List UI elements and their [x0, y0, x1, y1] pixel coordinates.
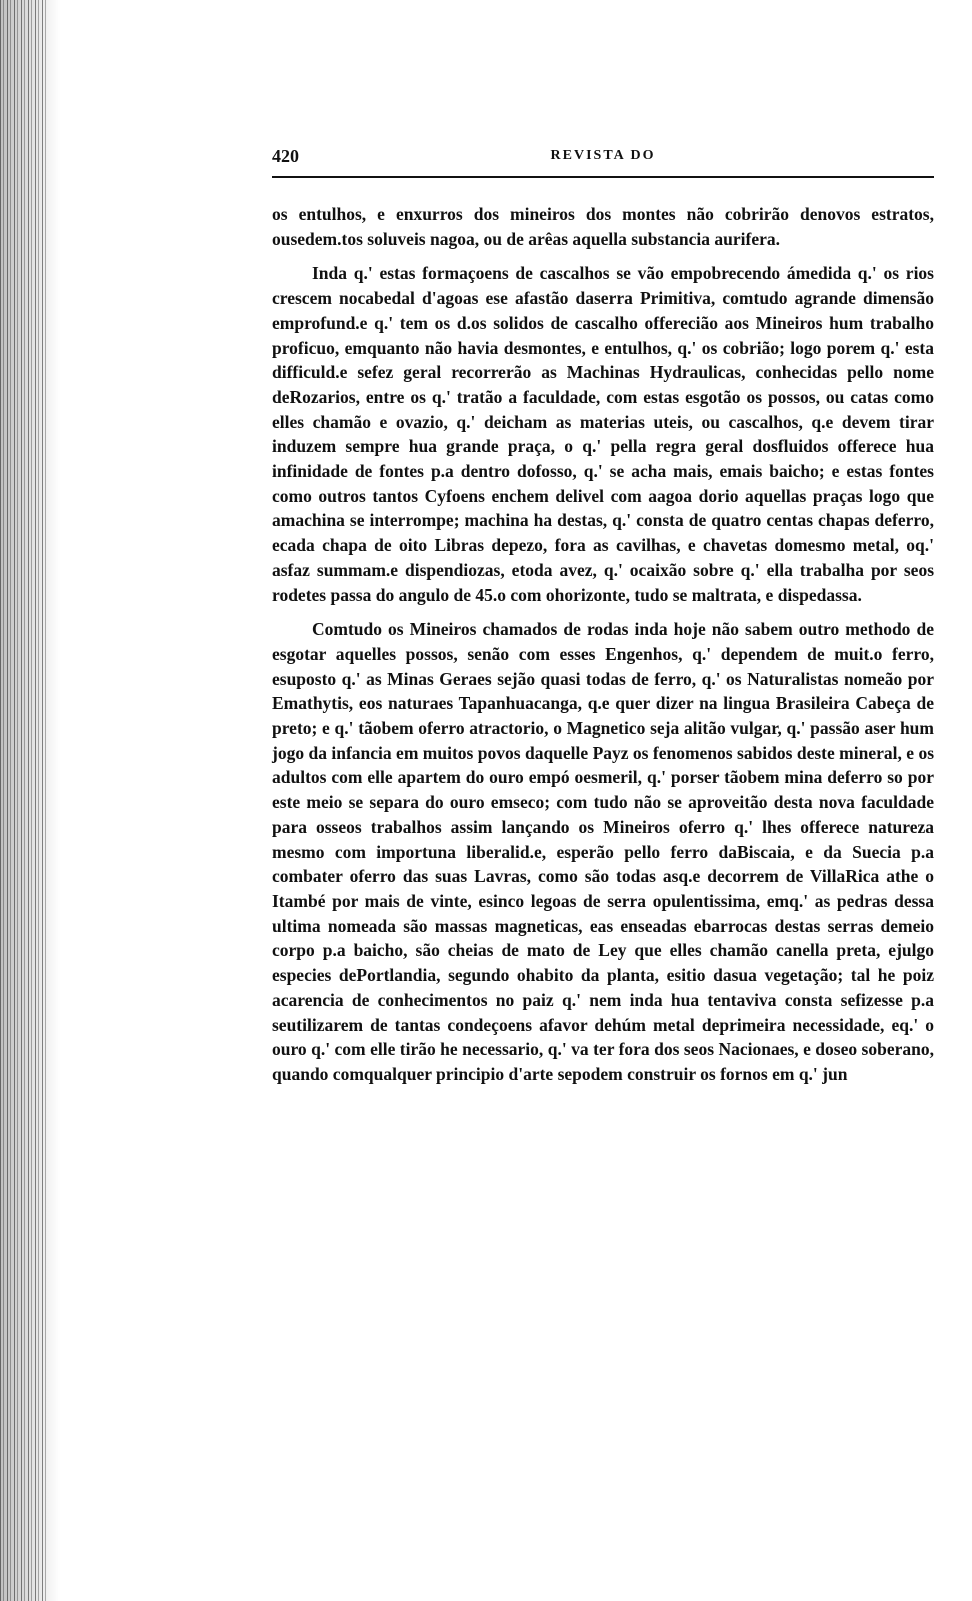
book-page — [272, 140, 934, 1084]
page-header — [272, 140, 934, 168]
body-text — [272, 202, 934, 1097]
paragraph-3: Comtudo os Mineiros chamados de rodas inda hoje não sabem outro methodo de esgotar aquelles possos, senão com esses Engenhos, q.' dependem de muit.o ferro, esuposto q.' as Minas Geraes sejão quasi todas de ferro, q.' os Naturalistas nomeão por Emathytis, eos naturaes Tapanhuacanga, q.e quer dizer na lingua Brasileira Cabeça de preto; e q.' tãobem oferro atractorio, o Magnetico seja alitão vulgar, q.' passão aser hum jogo da infancia em muitos povos daquelle Payz os fenomenos sabidos deste mineral, e os adultos com elle apartem do ouro empó oesmeril, q.' porser tãobem mina deferro so por este meio se separa do ouro emseco; com tudo não se aproveitão desta nova faculdade para osseos trabalhos assim lançando os Mineiros oferro q.' lhes offerece natureza mesmo com importuna liberalid.e, esperão pello ferro daBiscaia, e da Suecia p.a combater oferro das suas Lavras, como são todas asq.e decorrem de VillaRica athe o Itambé por mais de vinte, esinco legoas de serra opulentissima, emq.' as pedras dessa ultima nomeada são massas magneticas, eas enseadas ebarrocas destas serras demeio corpo p.a baicho, são cheias de mato de Ley que elles chamão canella preta, ejulgo especies dePortlandia, segundo ohabito da planta, esitio dasua vegetação; tal he poiz acarencia de conhecimentos no paiz q.' nem inda hua tentaviva consta sefizesse p.a seutilizarem de tantas condeçoens afavor dehúm metal deprimeira necessidade, eq.' o ouro q.' com elle tirão he necessario, q.' va ter fora dos seos Nacionaes, e doseo soberano, quando comqualquer principio d'arte sepodem construir os fornos em q.' jun — [272, 619, 934, 1084]
binding-edge — [0, 0, 46, 1601]
page-number: 420 — [272, 146, 299, 166]
paragraph-1: os entulhos, e enxurros dos mineiros dos montes não cobrirão denovos estratos, ousedem.tos soluveis nagoa, ou de arêas aquella substancia aurifera. — [272, 204, 934, 249]
paragraph-2: Inda q.' estas formaçoens de cascalhos se vão empobrecendo ámedida q.' os rios crescem nocabedal d'agoas ese afastão daserra Primitiva, comtudo agrande dimensão emprofund.e q.' tem os d.os solidos de cascalho offerecião aos Mineiros hum trabalho proficuo, emquanto não havia desmontes, e entulhos, q.' os cobrião; logo porem q.' esta difficuld.e sefez geral recorrerão as Machinas Hydraulicas, conhecidas pello nome deRozarios, entre os q.' tratão a faculdade, com estas esgotão os possos, ou catas como elles chamão e ovazio, q.' deicham as materias uteis, ou cascalhos, q.e devem tirar induzem sempre hua grande praça, o q.' pella regra geral dosfluidos offerece hua infinidade de fontes p.a dentro dofosso, q.' se acha mais, emais baicho; e estas fontes como outros tantos Cyfoens enchem delivel com aagoa dorio aquellas praças logo que amachina se interrompe; machina ha destas, q.' consta de quatro centas chapas deferro, ecada chapa de oito Libras depezo, fora as cavilhas, e chavetas domesmo metal, oq.' asfaz summam.e dispendiozas, etoda avez, q.' ocaixão sobre q.' ella trabalha por seos rodetes passa do angulo de 45.o com ohorizonte, tudo se maltrata, e dispedassa. — [272, 263, 934, 605]
running-head: REVISTA DO — [550, 148, 656, 163]
header-rule — [272, 176, 934, 178]
